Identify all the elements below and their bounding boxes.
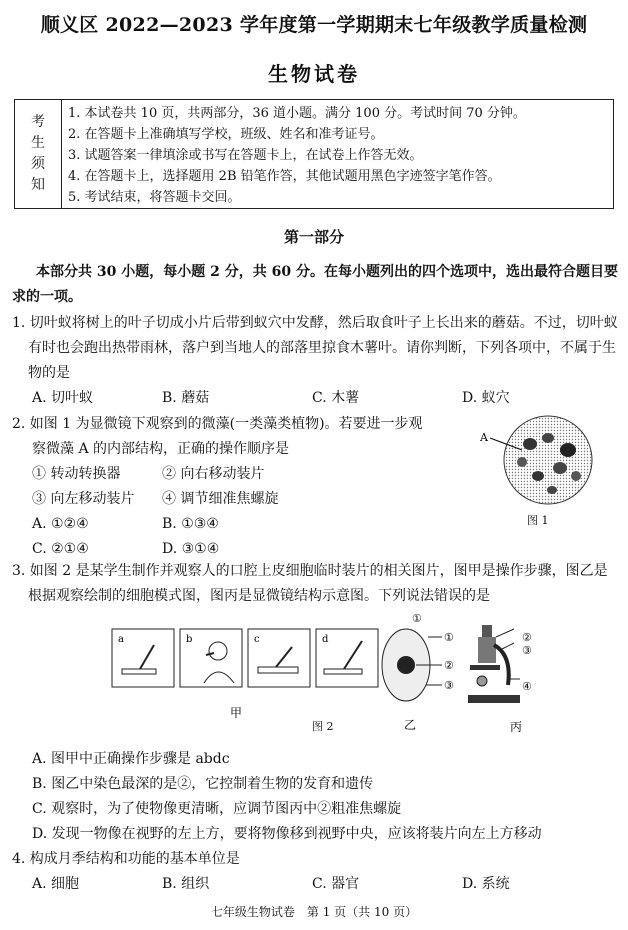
option-d: D. 系统: [462, 876, 510, 892]
cell-mark: ①: [444, 631, 454, 644]
step-4: ④ 调节细准焦螺旋: [162, 491, 279, 507]
option-d: D. 蚁穴: [462, 390, 510, 406]
option-a: A. 细胞: [32, 876, 80, 892]
microscope-diagram: [468, 625, 520, 703]
notice-item: 2. 在答题卡上准确填写学校，班级、姓名和准考证号。: [68, 127, 384, 142]
figure-label-a: A: [480, 431, 488, 444]
option-c: C. 观察时，为了使物像更清晰，应调节图丙中②粗准焦螺旋: [32, 801, 402, 817]
step-1: ① 转动转换器: [32, 466, 121, 482]
option-b: B. 蘑菇: [162, 390, 210, 406]
option-d: D. ③①④: [162, 541, 220, 557]
notice-item: 1. 本试卷共 10 页，共两部分，36 道小题。满分 100 分。考试时间 70 分钟。: [68, 106, 526, 121]
question-4: [12, 847, 618, 897]
figure-1-caption: 图 1: [527, 514, 549, 527]
figure-2-caption: 图 2: [312, 720, 334, 733]
scope-mark: ①: [412, 612, 422, 625]
notice-item: 5. 考试结束，将答题卡交回。: [68, 190, 241, 205]
scope-mark: ④: [522, 680, 532, 693]
option-d: D. 发现一物像在视野的左上方，要将物像移到视野中央，应该将装片向左上方移动: [32, 826, 542, 842]
cell-mark: ②: [444, 659, 454, 672]
cell-mark: ③: [444, 679, 454, 692]
notice-label-char: 生: [31, 135, 45, 151]
question-1: [12, 311, 618, 411]
question-3: [12, 559, 618, 609]
panel-label: a: [118, 634, 124, 645]
scope-mark: ③: [522, 644, 532, 657]
question-stem: 3. 如图 2 是某学生制作并观察人的口腔上皮细胞临时装片的相关图片，图甲是操作步骤，图乙是根据观察绘制的细胞模式图，图丙是显微镜结构示意图。下列说法错误的是: [12, 563, 608, 604]
notice-label: [15, 100, 62, 208]
notice-item: 3. 试题答案一律填涂或书写在答题卡上，在试卷上作答无效。: [68, 148, 423, 163]
notice-label-char: 知: [31, 177, 45, 193]
notice-label-char: 考: [31, 114, 45, 130]
part-intro: 本部分共 30 小题，每小题 2 分，共 60 分。在每小题列出的四个选项中，选出最符合题目要求的一项。: [12, 264, 618, 305]
option-b: B. 图乙中染色最深的是②，它控制着生物的发育和遗传: [32, 776, 374, 792]
exam-title: 顺义区 2022—2023 学年度第一学期期末七年级教学质量检测: [40, 14, 588, 36]
figure-name-bing: 丙: [510, 720, 523, 734]
figure-name-jia: 甲: [230, 706, 243, 720]
microalgae-figure: [478, 414, 600, 526]
scope-mark: ②: [522, 631, 532, 644]
panel-label: b: [186, 634, 193, 645]
question-stem: 2. 如图 1 为显微镜下观察到的微藻(一类藻类植物)。若要进一步观: [12, 416, 423, 432]
option-c: C. 木薯: [312, 390, 360, 406]
question-3-options: [12, 747, 618, 847]
step-panel-c: [248, 629, 310, 687]
notice-item: 4. 在答题卡上，选择题用 2B 铅笔作答，其他试题用黑色字迹签字笔作答。: [68, 169, 501, 184]
part-title: 第一部分: [283, 228, 344, 246]
question-options: [12, 512, 482, 537]
step-panel-d: [316, 629, 378, 687]
candidate-notice-box: [14, 99, 614, 209]
page-footer: 七年级生物试卷 第 1 页（共 10 页）: [210, 905, 418, 919]
figure-name-yi: 乙: [404, 718, 417, 732]
question-2: [12, 412, 482, 562]
question-steps: [12, 462, 482, 487]
panel-label: c: [254, 634, 260, 645]
option-c: C. 器官: [312, 876, 360, 892]
option-b: B. 组织: [162, 876, 210, 892]
step-2: ② 向右移动装片: [162, 466, 265, 482]
question-stem: 4. 构成月季结构和功能的基本单位是: [12, 851, 240, 867]
option-a: A. ①②④: [32, 516, 89, 532]
step-3: ③ 向左移动装片: [32, 491, 135, 507]
cell-diagram: [382, 629, 454, 701]
step-panel-b: [180, 629, 242, 687]
option-b: B. ①③④: [162, 516, 219, 532]
question-stem: 1. 切叶蚁将树上的叶子切成小片后带到蚁穴中发酵，然后取食叶子上长出来的蘑菇。不过，切叶蚁有时也会跑出热带雨林，落户到当地人的部落里掠食木薯叶。请你判断，下列各项中，不属于生物的是: [12, 315, 618, 381]
option-a: A. 切叶蚁: [32, 390, 94, 406]
notice-items: [62, 100, 613, 208]
option-a: A. 图甲中正确操作步骤是 abdc: [32, 751, 230, 767]
question-options: [12, 386, 618, 411]
option-c: C. ②①④: [32, 541, 89, 557]
exam-subtitle: 生物试卷: [268, 62, 360, 86]
question-options: [12, 872, 618, 897]
question-stem-cont: 察微藻 A 的内部结构，正确的操作顺序是: [32, 441, 290, 457]
notice-label-char: 须: [31, 156, 45, 172]
question-steps: [12, 487, 482, 512]
panel-label: d: [322, 634, 329, 645]
step-panel-a: [112, 629, 174, 687]
